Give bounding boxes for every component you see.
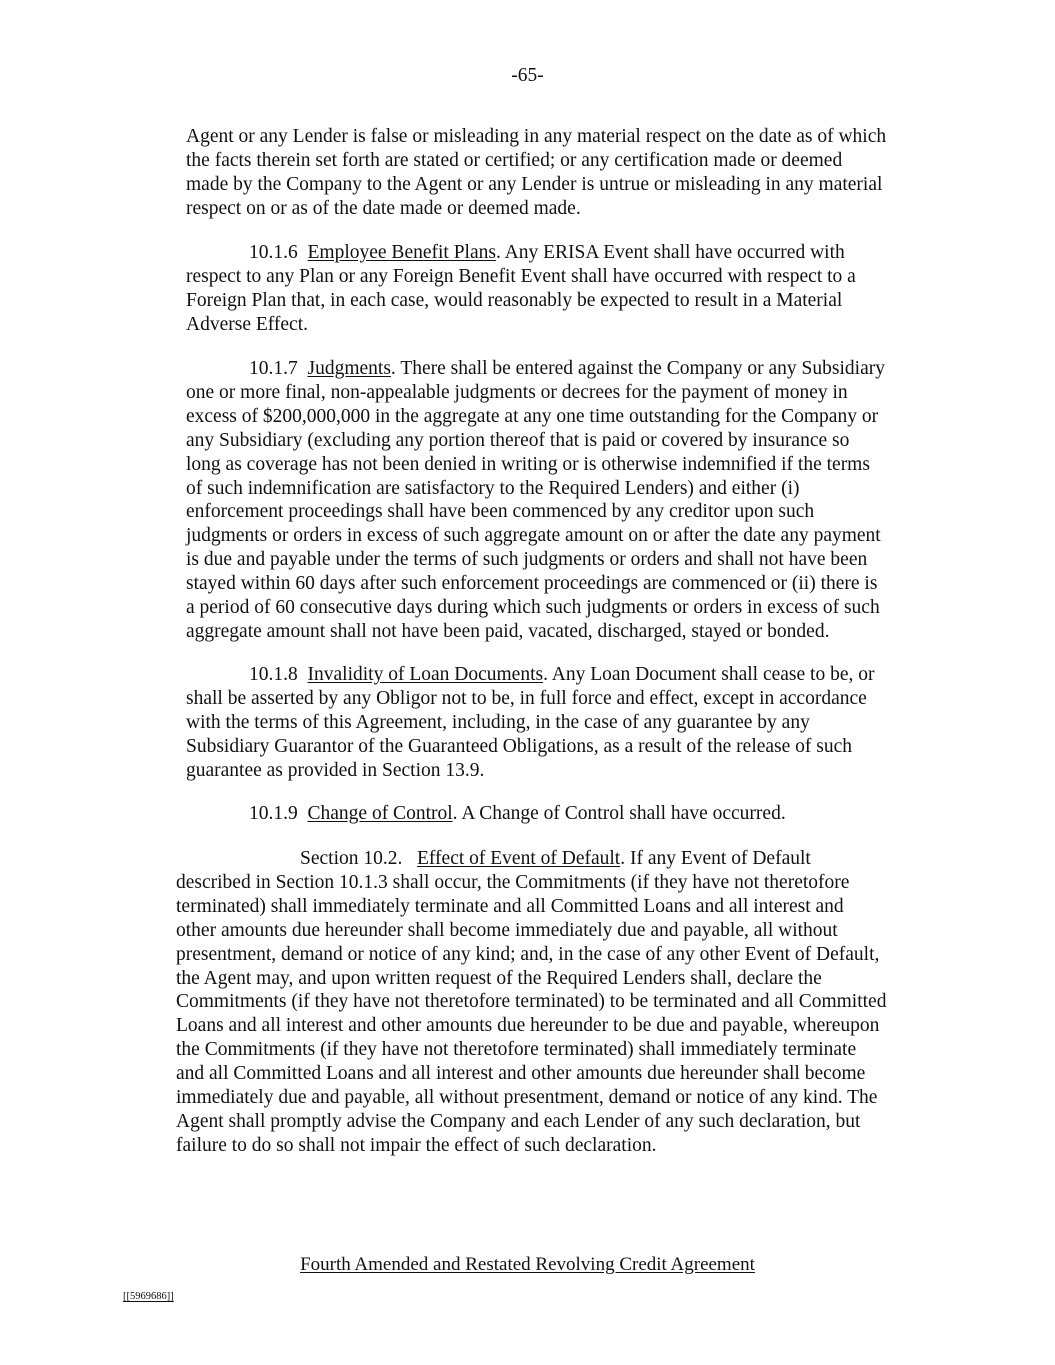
text-line: and all Committed Loans and all interest and other amounts due hereunder shall become [176,1063,866,1085]
text-line: Adverse Effect. [186,313,308,335]
text-line: long as coverage has not been denied in writing or is otherwise indemnified if the terms [186,453,870,475]
section-label: Section 10.2. [300,848,403,869]
text-line: the facts therein set forth are stated or certified; or any certification made or deemed [186,149,843,171]
section-number: 10.1.8 [249,664,298,685]
text-line: presentment, demand or notice of any kind; and, in the case of any other Event of Default, [176,943,880,965]
text-line: immediately due and payable, all without presentment, demand or notice of any kind. The [176,1087,878,1109]
section-text: . Any ERISA Event shall have occurred with [495,242,845,263]
text-line: Agent or any Lender is false or misleading in any material respect on the date as of which [186,126,887,147]
section-10-1-9 [186,802,786,826]
section-heading: Effect of Event of Default [417,848,621,869]
section-heading: Invalidity of Loan Documents [307,664,544,685]
section-10-1-6 [186,241,856,337]
text-line: failure to do so shall not impair the effect of such declaration. [176,1134,657,1156]
text-line: Foreign Plan that, in each case, would reasonably be expected to result in a Material [186,289,843,311]
text-line: described in Section 10.1.3 shall occur, the Commitments (if they have not theretofore [176,871,850,893]
text-line: guarantee as provided in Section 13.9. [186,759,485,781]
section-heading: Employee Benefit Plans [307,242,496,263]
footer-agreement-title: Fourth Amended and Restated Revolving Credit Agreement [300,1254,755,1275]
text-line: enforcement proceedings shall have been commenced by any creditor upon such [186,501,815,523]
text-line: respect on or as of the date made or deemed made. [186,197,581,219]
text-line: respect to any Plan or any Foreign Benefit Event shall have occurred with respect to a [186,265,856,287]
text-line: aggregate amount shall not have been paid, vacated, discharged, stayed or bonded. [186,620,830,642]
section-number: 10.1.6 [249,242,298,263]
text-line: excess of $200,000,000 in the aggregate at any one time outstanding for the Company or [186,405,879,427]
section-10-2 [176,847,886,1158]
text-line: one or more final, non-appealable judgments or decrees for the payment of money in [186,381,848,403]
section-number: 10.1.9 [249,803,298,824]
section-text: . There shall be entered against the Company or any Subsidiary [390,358,885,379]
text-line: other amounts due hereunder shall become immediately due and payable, all without [176,919,838,941]
text-line: made by the Company to the Agent or any Lender is untrue or misleading in any material [186,173,883,195]
text-line: judgments or orders in excess of such aggregate amount on or after the date any payment [186,525,881,547]
section-text: . A Change of Control shall have occurred. [452,803,786,824]
continuation-paragraph [186,125,886,221]
text-line: shall be asserted by any Obligor not to be, in full force and effect, except in accordance [186,687,867,709]
text-line: Commitments (if they have not theretofore terminated) to be terminated and all Committed [176,991,887,1013]
section-text: . If any Event of Default [620,848,811,869]
section-heading: Judgments [307,358,391,379]
text-line: Subsidiary Guarantor of the Guaranteed Obligations, as a result of the release of such [186,735,853,757]
section-heading: Change of Control [307,803,453,824]
text-line: the Commitments (if they have not theretofore terminated) shall immediately terminate [176,1039,857,1061]
text-line: Agent shall promptly advise the Company and each Lender of any such declaration, but [176,1110,861,1132]
section-10-1-8 [186,663,874,783]
text-line: of such indemnification are satisfactory to the Required Lenders) and either (i) [186,477,800,499]
text-line: stayed within 60 days after such enforcement proceedings are commenced or (ii) there is [186,573,878,595]
document-id: [[5969686]] [123,1291,174,1302]
text-line: is due and payable under the terms of such judgments or orders and shall not have been [186,549,868,571]
text-line: a period of 60 consecutive days during which such judgments or orders in excess of such [186,597,880,619]
text-line: terminated) shall immediately terminate and all Committed Loans and all interest and [176,895,844,917]
text-line: the Agent may, and upon written request of the Required Lenders shall, declare the [176,967,822,989]
section-number: 10.1.7 [249,358,298,379]
section-10-1-7 [186,357,885,644]
text-line: with the terms of this Agreement, including, in the case of any guarantee by any [186,711,810,733]
text-line: any Subsidiary (excluding any portion thereof that is paid or covered by insurance so [186,429,850,451]
text-line: Loans and all interest and other amounts due hereunder to be due and payable, whereupon [176,1015,880,1037]
section-text: . Any Loan Document shall cease to be, or [543,664,875,685]
page-number: -65- [511,65,544,86]
